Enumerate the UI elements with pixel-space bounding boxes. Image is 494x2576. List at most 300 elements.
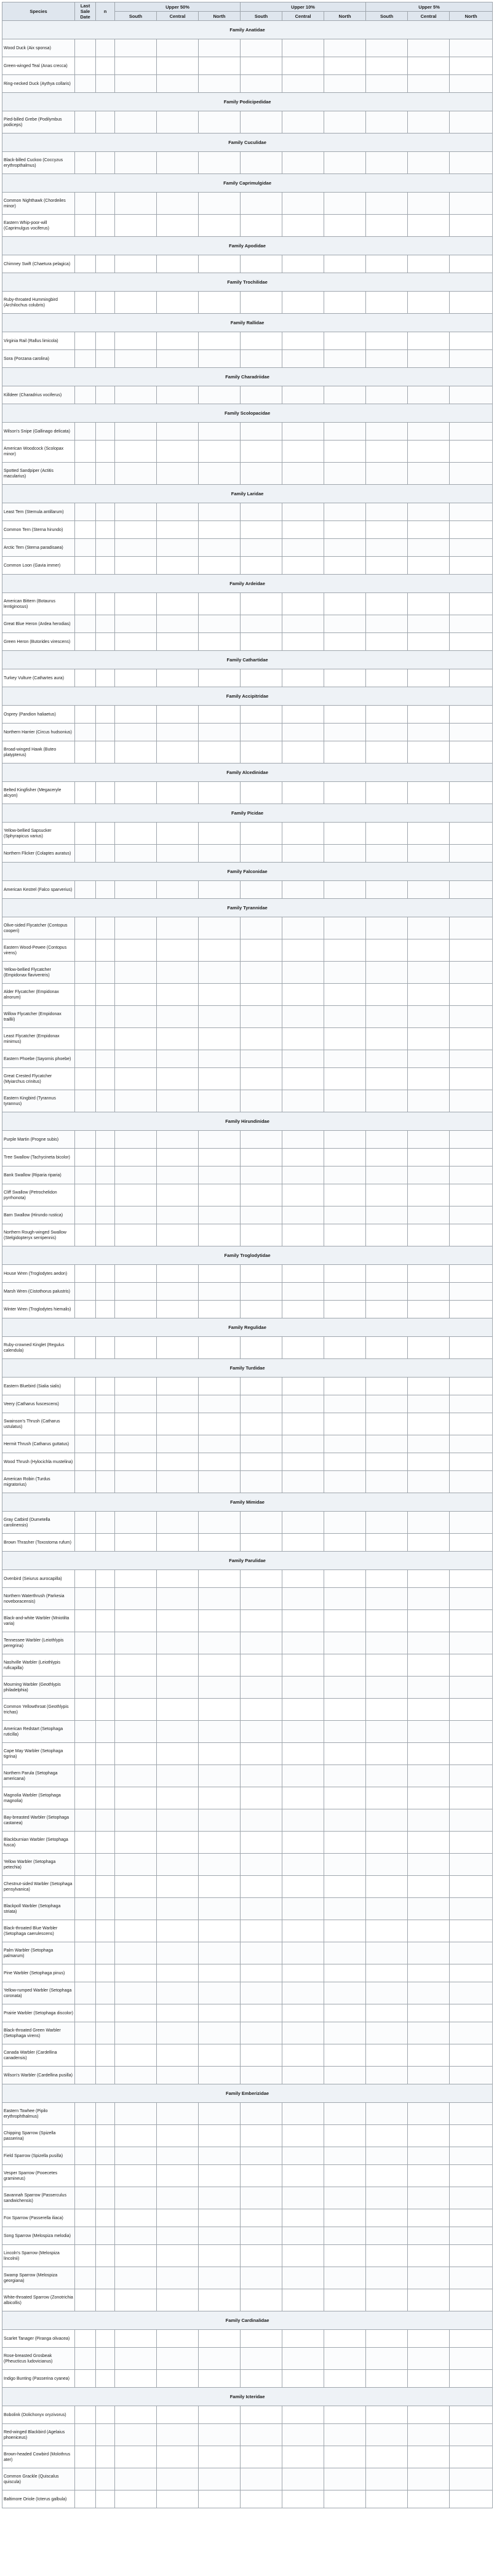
value-cell (199, 1832, 241, 1854)
value-cell (408, 1166, 450, 1184)
value-cell (366, 984, 408, 1006)
value-cell (366, 782, 408, 804)
family-header-row (2, 237, 493, 255)
value-cell (366, 939, 408, 962)
value-cell (450, 1512, 493, 1534)
species-name: Baltimore Oriole (Icterus galbula) (2, 2490, 75, 2508)
value-cell (199, 1570, 241, 1588)
value-cell (282, 1337, 324, 1359)
value-cell (115, 2267, 157, 2289)
value-cell (241, 1131, 282, 1149)
value-cell (324, 2022, 366, 2044)
value-cell (408, 1898, 450, 1920)
value-cell (157, 2468, 199, 2490)
value-cell (157, 1265, 199, 1283)
value-cell (96, 1876, 115, 1898)
family-name: Family Alcedinidae (2, 764, 493, 782)
value-cell (199, 2125, 241, 2147)
value-cell (408, 2330, 450, 2348)
value-cell (282, 2187, 324, 2209)
family-header-row (2, 1359, 493, 1378)
value-cell (366, 1131, 408, 1149)
value-cell (199, 521, 241, 539)
value-cell (199, 75, 241, 93)
value-cell (199, 2267, 241, 2289)
species-name: Gray Catbird (Dumetella carolinensis) (2, 1512, 75, 1534)
value-cell (96, 1699, 115, 1721)
value-cell (324, 386, 366, 404)
value-cell (450, 1337, 493, 1359)
value-cell (115, 1224, 157, 1246)
value-cell (366, 2004, 408, 2022)
value-cell (96, 2348, 115, 2370)
value-cell (96, 1898, 115, 1920)
species-name: Common Loon (Gavia immer) (2, 557, 75, 575)
value-cell (324, 193, 366, 215)
value-cell (157, 1184, 199, 1206)
value-cell (241, 1184, 282, 1206)
table-row (2, 1654, 493, 1677)
value-cell (324, 1050, 366, 1068)
species-name: Broad-winged Hawk (Buteo platypterus) (2, 741, 75, 764)
value-cell (75, 1898, 96, 1920)
value-cell (324, 463, 366, 485)
value-cell (282, 1131, 324, 1149)
species-name: Fox Sparrow (Passerella iliaca) (2, 2209, 75, 2227)
value-cell (75, 1787, 96, 1809)
value-cell (115, 1090, 157, 1112)
value-cell (199, 2165, 241, 2187)
table-row (2, 423, 493, 441)
value-cell (199, 1337, 241, 1359)
value-cell (75, 1090, 96, 1112)
value-cell (450, 521, 493, 539)
species-name: Eastern Whip-poor-will (Caprimulgus vociferus) (2, 215, 75, 237)
family-name: Family Cardinalidae (2, 2311, 493, 2330)
value-cell (366, 463, 408, 485)
value-cell (450, 706, 493, 724)
value-cell (450, 152, 493, 174)
value-cell (199, 706, 241, 724)
value-cell (282, 1283, 324, 1301)
value-cell (366, 2289, 408, 2311)
value-cell (199, 193, 241, 215)
value-cell (366, 823, 408, 845)
family-name: Family Icteridae (2, 2388, 493, 2406)
table-row (2, 39, 493, 57)
species-name: Veery (Catharus fuscescens) (2, 1395, 75, 1413)
value-cell (366, 2267, 408, 2289)
species-name: Green Heron (Butorides virescens) (2, 633, 75, 651)
value-cell (366, 669, 408, 687)
value-cell (408, 1588, 450, 1610)
table-row (2, 2245, 493, 2267)
value-cell (157, 962, 199, 984)
value-cell (75, 2406, 96, 2424)
value-cell (324, 1876, 366, 1898)
value-cell (115, 1068, 157, 1090)
value-cell (75, 633, 96, 651)
value-cell (199, 463, 241, 485)
value-cell (75, 1301, 96, 1318)
value-cell (408, 557, 450, 575)
value-cell (96, 441, 115, 463)
value-cell (450, 782, 493, 804)
value-cell (324, 332, 366, 350)
value-cell (157, 1721, 199, 1743)
family-header-row (2, 1246, 493, 1265)
value-cell (241, 2446, 282, 2468)
species-name: Bobolink (Dolichonyx oryzivorus) (2, 2406, 75, 2424)
value-cell (324, 2289, 366, 2311)
value-cell (241, 39, 282, 57)
value-cell (199, 1301, 241, 1318)
value-cell (157, 57, 199, 75)
value-cell (96, 1677, 115, 1699)
value-cell (75, 1832, 96, 1854)
value-cell (75, 881, 96, 899)
value-cell (324, 1721, 366, 1743)
value-cell (324, 1453, 366, 1471)
value-cell (366, 152, 408, 174)
value-cell (75, 1677, 96, 1699)
value-cell (241, 984, 282, 1006)
value-cell (157, 1224, 199, 1246)
value-cell (96, 1982, 115, 2004)
table-row (2, 1982, 493, 2004)
species-name: Swamp Sparrow (Melospiza georgiana) (2, 2267, 75, 2289)
value-cell (241, 706, 282, 724)
family-header-row (2, 804, 493, 823)
species-name: Eastern Phoebe (Sayornis phoebe) (2, 1050, 75, 1068)
header-last-sale-date: Last Sale Date (75, 2, 96, 21)
value-cell (199, 1512, 241, 1534)
value-cell (408, 463, 450, 485)
species-name: Rose-breasted Grosbeak (Pheucticus ludovicianus) (2, 2348, 75, 2370)
value-cell (96, 1588, 115, 1610)
value-cell (450, 1721, 493, 1743)
species-name: Common Tern (Sterna hirundo) (2, 521, 75, 539)
value-cell (282, 1006, 324, 1028)
table-row (2, 2004, 493, 2022)
value-cell (199, 1610, 241, 1632)
value-cell (282, 2125, 324, 2147)
value-cell (366, 881, 408, 899)
value-cell (75, 2468, 96, 2490)
value-cell (157, 1570, 199, 1588)
species-name: Field Sparrow (Spizella pusilla) (2, 2147, 75, 2165)
value-cell (75, 2245, 96, 2267)
value-cell (324, 350, 366, 368)
value-cell (450, 2187, 493, 2209)
value-cell (241, 2103, 282, 2125)
value-cell (96, 2103, 115, 2125)
family-header-row (2, 764, 493, 782)
value-cell (75, 1765, 96, 1787)
value-cell (96, 1743, 115, 1765)
value-cell (408, 2424, 450, 2446)
value-cell (450, 1920, 493, 1942)
value-cell (450, 2165, 493, 2187)
value-cell (450, 1654, 493, 1677)
value-cell (450, 633, 493, 651)
value-cell (366, 1982, 408, 2004)
value-cell (366, 2022, 408, 2044)
value-cell (115, 1982, 157, 2004)
value-cell (157, 1301, 199, 1318)
value-cell (366, 1570, 408, 1588)
value-cell (75, 1453, 96, 1471)
value-cell (324, 633, 366, 651)
value-cell (199, 724, 241, 741)
table-row (2, 669, 493, 687)
value-cell (96, 2424, 115, 2446)
value-cell (96, 1534, 115, 1552)
value-cell (157, 2245, 199, 2267)
value-cell (75, 1964, 96, 1982)
value-cell (408, 1677, 450, 1699)
value-cell (96, 1964, 115, 1982)
value-cell (75, 1028, 96, 1050)
value-cell (199, 2330, 241, 2348)
value-cell (366, 1632, 408, 1654)
value-cell (408, 1090, 450, 1112)
value-cell (282, 741, 324, 764)
value-cell (75, 1699, 96, 1721)
family-name: Family Troglodytidae (2, 1246, 493, 1265)
value-cell (366, 1028, 408, 1050)
value-cell (408, 1920, 450, 1942)
value-cell (75, 1337, 96, 1359)
value-cell (450, 2147, 493, 2165)
value-cell (366, 1337, 408, 1359)
family-header-row (2, 485, 493, 503)
species-name: Green-winged Teal (Anas crecca) (2, 57, 75, 75)
value-cell (115, 782, 157, 804)
value-cell (199, 441, 241, 463)
species-name: Yellow Warbler (Setophaga petechia) (2, 1854, 75, 1876)
value-cell (199, 2406, 241, 2424)
value-cell (241, 350, 282, 368)
family-header-row (2, 273, 493, 292)
value-cell (366, 503, 408, 521)
table-row (2, 881, 493, 899)
table-row (2, 1942, 493, 1964)
table-row (2, 521, 493, 539)
value-cell (199, 1699, 241, 1721)
value-cell (199, 539, 241, 557)
value-cell (450, 1378, 493, 1395)
value-cell (408, 1654, 450, 1677)
value-cell (115, 441, 157, 463)
value-cell (241, 1787, 282, 1809)
species-name: Wilson's Warbler (Cardellina pusilla) (2, 2067, 75, 2084)
value-cell (366, 521, 408, 539)
value-cell (324, 1677, 366, 1699)
header-n: n (96, 2, 115, 21)
table-row (2, 1570, 493, 1588)
species-name: Willow Flycatcher (Empidonax traillii) (2, 1006, 75, 1028)
value-cell (115, 1028, 157, 1050)
value-cell (450, 441, 493, 463)
value-cell (241, 1265, 282, 1283)
value-cell (324, 557, 366, 575)
table-row (2, 215, 493, 237)
table-row (2, 724, 493, 741)
value-cell (241, 75, 282, 93)
value-cell (450, 463, 493, 485)
value-cell (199, 386, 241, 404)
value-cell (324, 724, 366, 741)
value-cell (450, 1588, 493, 1610)
value-cell (282, 215, 324, 237)
value-cell (115, 2446, 157, 2468)
value-cell (282, 423, 324, 441)
species-name: Nashville Warbler (Leiothlypis ruficapilla) (2, 1654, 75, 1677)
value-cell (96, 292, 115, 314)
species-name: White-throated Sparrow (Zonotrichia albicollis) (2, 2289, 75, 2311)
value-cell (115, 1610, 157, 1632)
value-cell (96, 917, 115, 939)
value-cell (199, 111, 241, 134)
value-cell (241, 2424, 282, 2446)
value-cell (366, 1809, 408, 1832)
value-cell (75, 152, 96, 174)
value-cell (324, 2125, 366, 2147)
value-cell (408, 1337, 450, 1359)
value-cell (408, 1743, 450, 1765)
value-cell (75, 669, 96, 687)
value-cell (115, 503, 157, 521)
value-cell (115, 1699, 157, 1721)
value-cell (199, 1534, 241, 1552)
value-cell (199, 939, 241, 962)
value-cell (366, 1898, 408, 1920)
value-cell (282, 557, 324, 575)
value-cell (408, 1809, 450, 1832)
value-cell (450, 939, 493, 962)
table-row (2, 1512, 493, 1534)
value-cell (199, 984, 241, 1006)
value-cell (282, 1301, 324, 1318)
value-cell (157, 2209, 199, 2227)
value-cell (408, 1765, 450, 1787)
table-row (2, 1699, 493, 1721)
value-cell (282, 1534, 324, 1552)
value-cell (282, 1632, 324, 1654)
value-cell (96, 1854, 115, 1876)
value-cell (96, 75, 115, 93)
value-cell (408, 1876, 450, 1898)
species-name: Song Sparrow (Melospiza melodia) (2, 2227, 75, 2245)
value-cell (241, 1006, 282, 1028)
value-cell (75, 503, 96, 521)
value-cell (75, 1654, 96, 1677)
value-cell (157, 1743, 199, 1765)
value-cell (366, 292, 408, 314)
value-cell (157, 503, 199, 521)
value-cell (199, 2022, 241, 2044)
value-cell (157, 1166, 199, 1184)
value-cell (366, 2044, 408, 2067)
value-cell (324, 2468, 366, 2490)
value-cell (115, 2227, 157, 2245)
species-name: Killdeer (Charadrius vociferus) (2, 386, 75, 404)
value-cell (157, 1809, 199, 1832)
value-cell (241, 215, 282, 237)
species-name: Ruby-throated Hummingbird (Archilochus colubris) (2, 292, 75, 314)
value-cell (75, 2022, 96, 2044)
value-cell (366, 1006, 408, 1028)
value-cell (450, 215, 493, 237)
value-cell (199, 255, 241, 273)
value-cell (366, 1166, 408, 1184)
value-cell (408, 441, 450, 463)
value-cell (157, 2125, 199, 2147)
value-cell (75, 2490, 96, 2508)
value-cell (199, 2348, 241, 2370)
value-cell (282, 1982, 324, 2004)
value-cell (75, 1876, 96, 1898)
value-cell (115, 2330, 157, 2348)
value-cell (324, 1787, 366, 1809)
value-cell (282, 1743, 324, 1765)
value-cell (450, 1898, 493, 1920)
value-cell (450, 292, 493, 314)
value-cell (115, 111, 157, 134)
value-cell (324, 1068, 366, 1090)
value-cell (199, 1206, 241, 1224)
value-cell (157, 1283, 199, 1301)
value-cell (408, 1265, 450, 1283)
value-cell (450, 2468, 493, 2490)
family-header-row (2, 314, 493, 332)
value-cell (282, 2004, 324, 2022)
value-cell (408, 1534, 450, 1552)
value-cell (115, 2147, 157, 2165)
value-cell (241, 1832, 282, 1854)
value-cell (366, 1654, 408, 1677)
value-cell (96, 1721, 115, 1743)
value-cell (115, 2468, 157, 2490)
value-cell (366, 845, 408, 863)
table-row (2, 741, 493, 764)
value-cell (450, 1964, 493, 1982)
value-cell (241, 2147, 282, 2165)
species-name: Common Yellowthroat (Geothlypis trichas) (2, 1699, 75, 1721)
family-name: Family Trochilidae (2, 273, 493, 292)
value-cell (324, 2245, 366, 2267)
value-cell (282, 441, 324, 463)
value-cell (450, 1149, 493, 1166)
value-cell (241, 917, 282, 939)
value-cell (408, 2245, 450, 2267)
value-cell (450, 1090, 493, 1112)
value-cell (282, 1942, 324, 1964)
value-cell (115, 423, 157, 441)
value-cell (199, 1632, 241, 1654)
value-cell (324, 2446, 366, 2468)
value-cell (199, 2187, 241, 2209)
value-cell (75, 75, 96, 93)
value-cell (96, 2004, 115, 2022)
species-name: Chestnut-sided Warbler (Setophaga pensylvanica) (2, 1876, 75, 1898)
value-cell (199, 292, 241, 314)
table-row (2, 1131, 493, 1149)
table-row (2, 823, 493, 845)
table-row (2, 441, 493, 463)
value-cell (282, 39, 324, 57)
